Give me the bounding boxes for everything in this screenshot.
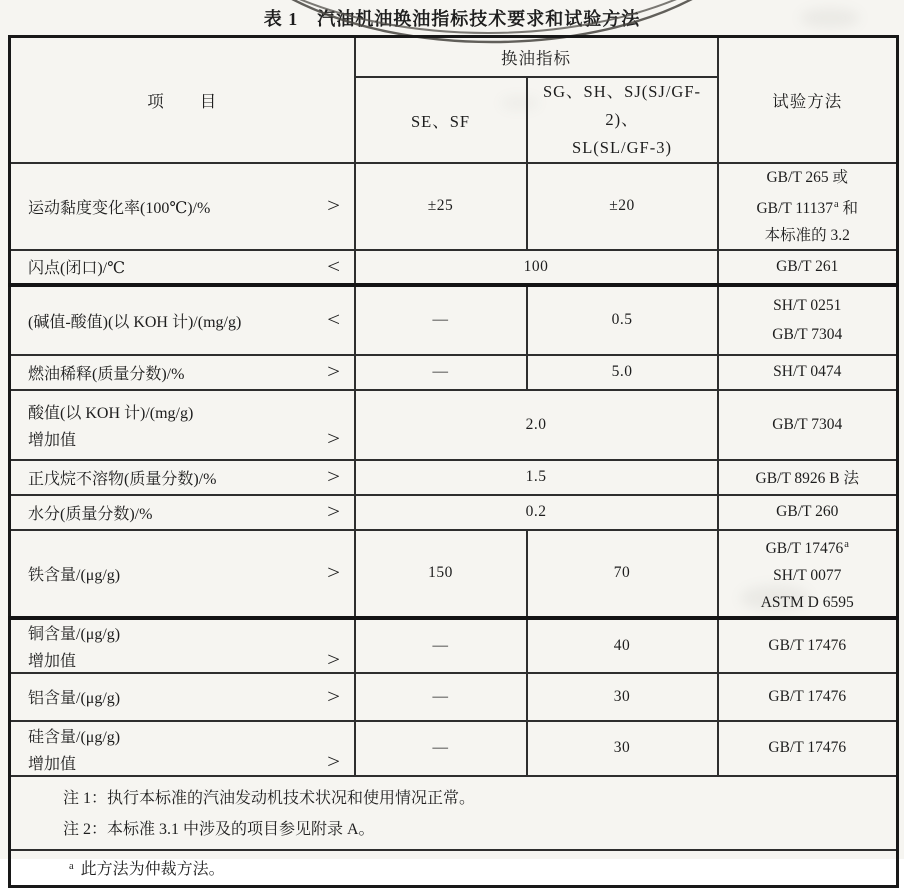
comparison-operator: > [327,685,341,708]
header-grade-sg-sl [527,77,718,163]
value-se-sf: ±25 [355,163,527,250]
row-item-cell [10,285,355,355]
value-se-sf: — [355,673,527,721]
value-sg-sl: 40 [527,618,718,673]
value-se-sf: — [355,285,527,355]
method-line: GB/T 7304 [772,326,843,343]
notes-row [10,776,898,850]
row-item-cell [10,460,355,495]
method-line: ASTM D 6595 [760,593,854,611]
header-grade-sg-line1: SG、SH、SJ(SJ/GF-2)、 [542,81,702,129]
table-row [10,163,898,250]
method-ref: GB/T 17476 [765,539,844,557]
method-cell [718,285,898,355]
comparison-operator: > [327,751,341,773]
value-span: 2.0 [355,390,718,460]
comparison-operator: > [327,466,341,488]
table-row [10,355,898,390]
table-row [10,460,898,495]
value-se-sf: — [355,355,527,390]
value-sg-sl: 30 [527,721,718,776]
method-cell: GB/T 261 [718,250,898,285]
item-label-line1: 酸值(以 KOH 计)/(mg/g) [28,405,194,422]
method-line [719,191,897,222]
footnote-cell [10,850,898,887]
item-label-line2: 增加值 [28,653,77,670]
header-item: 项 目 [10,37,355,163]
method-ref-suffix: 和 [838,199,859,217]
comparison-operator: > [327,361,341,383]
row-item-cell [10,163,355,250]
comparison-operator: > [327,648,341,671]
value-sg-sl: ±20 [527,163,718,250]
header-grade-sg-line2: SL(SL/GF-3) [572,137,672,157]
table-row [10,673,898,721]
value-sg-sl: 70 [527,530,718,618]
footnote-marker: a [69,861,74,873]
row-item-cell [10,618,355,673]
item-label: 铁含量/(μg/g) [28,566,121,584]
value-sg-sl: 5.0 [527,355,718,390]
method-line: SH/T 0077 [773,566,842,584]
note-1: 注 1：执行本标准的汽油发动机技术状况和使用情况正常。 [63,789,476,807]
table-row [10,390,898,460]
value-se-sf: — [355,618,527,673]
notes-cell [10,776,898,850]
comparison-operator: > [327,562,341,584]
item-label: 水分(质量分数)/% [28,505,153,523]
comparison-operator: > [327,427,341,450]
item-label: (碱值-酸值)(以 KOH 计)/(mg/g) [28,313,242,331]
method-cell: GB/T 17476 [718,618,898,673]
value-se-sf: 150 [355,530,527,618]
value-sg-sl: 0.5 [527,285,718,355]
item-label: 铝含量/(μg/g) [28,690,121,707]
table-row [10,495,898,530]
row-item-cell [10,721,355,776]
value-span: 100 [355,250,718,285]
comparison-operator: > [327,195,341,217]
method-line: SH/T 0251 [773,297,842,314]
value-sg-sl: 30 [527,673,718,721]
value-span: 0.2 [355,495,718,530]
row-item-cell [10,250,355,285]
requirements-table [8,35,899,888]
comparison-operator: < [327,309,341,331]
item-label: 正戊烷不溶物(质量分数)/% [28,470,217,488]
table-row [10,721,898,776]
comparison-operator: > [327,501,341,523]
note-2: 注 2：本标准 3.1 中涉及的项目参见附录 A。 [63,820,375,838]
method-cell: GB/T 260 [718,495,898,530]
method-cell [718,163,898,250]
comparison-operator: < [327,255,341,278]
item-label: 燃油稀释(质量分数)/% [28,365,185,383]
method-line: GB/T 265 或 [766,168,849,186]
method-cell: GB/T 17476 [718,721,898,776]
value-span: 1.5 [355,460,718,495]
method-line: 本标准的 3.2 [764,226,850,244]
row-item-cell [10,355,355,390]
method-line [719,531,897,562]
row-item-cell [10,495,355,530]
item-label-line1: 铜含量/(μg/g) [28,626,121,643]
method-cell: GB/T 17476 [718,673,898,721]
footnote-marker: a [833,198,839,210]
item-label: 闪点(闭口)/℃ [28,260,126,277]
footnote-marker: a [844,538,849,550]
value-se-sf: — [355,721,527,776]
header-test-method: 试验方法 [718,37,898,163]
header-indicator-group: 换油指标 [355,37,718,77]
method-ref: GB/T 11137 [756,199,833,217]
item-label-line2: 增加值 [28,432,77,449]
item-label-line2: 增加值 [28,755,77,773]
table-row [10,530,898,618]
header-grade-se-sf: SE、SF [355,77,527,163]
table-title: 表 1 汽油机油换油指标技术要求和试验方法 [263,9,641,29]
method-cell [718,530,898,618]
table-row [10,285,898,355]
row-item-cell [10,530,355,618]
footnote-row [10,850,898,887]
method-cell: SH/T 0474 [718,355,898,390]
item-label-line1: 硅含量/(μg/g) [28,728,121,746]
method-cell: GB/T 7304 [718,390,898,460]
footnote-text: 此方法为仲裁方法。 [80,861,225,879]
table-row [10,250,898,285]
method-cell: GB/T 8926 B 法 [718,460,898,495]
row-item-cell [10,390,355,460]
row-item-cell [10,673,355,721]
item-label: 运动黏度变化率(100℃)/% [28,199,211,217]
table-row [10,618,898,673]
